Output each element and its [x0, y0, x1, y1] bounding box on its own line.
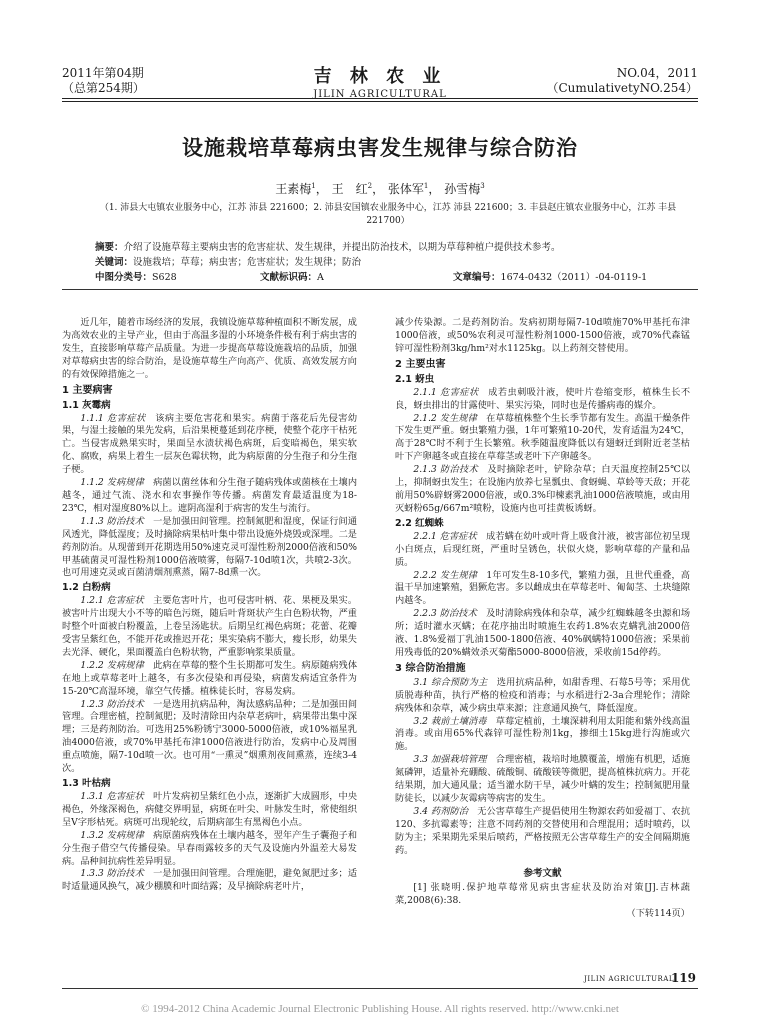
body-paragraph: [395, 570, 690, 609]
keywords-text: 设施栽培；草莓；病虫害；危害症状；发生规律；防治: [133, 257, 362, 268]
paragraph-text: 及时摘除老叶，铲除杂草；白天温度控制25℃以上，抑制蚜虫发生；在设施内放养七星瓢虫、食蚜蝇、草蛉等天敌；开花前用50%辟蚜雾2000倍液，或0.3%印楝素乳油1000倍液喷施，或由用灭蚜粉65g/667m²喷粉，设施内也可挂黄板诱蚜。: [395, 464, 691, 514]
footer-rule: [62, 988, 698, 989]
body-paragraph: [62, 791, 357, 830]
author-affil-mark: 1: [423, 182, 429, 190]
issue-total-cn: （总第254期）: [62, 81, 145, 95]
paragraph-heading: 3.1 综合预防为主: [413, 676, 488, 688]
body-paragraph: [395, 677, 690, 716]
issue-info-en: [546, 66, 698, 96]
paragraph-text: 一是加强田间管理。合理施肥，避免氮肥过多；适时适量通风换气，减少棚膜和叶面结露；及早摘除病老叶片，: [62, 868, 358, 893]
doc-code-value: A: [317, 272, 324, 283]
body-column-right: [395, 317, 690, 921]
issue-total-en: （CumulativetyNO.254）: [546, 81, 698, 95]
paragraph-text: 选用抗病品种，如甜香理、石莓5号等；采用优质脱毒种苗，执行严格的检疫和消毒；与水稻进行2-3a合理轮作；清除病残体和杂草，减少病虫草来源；注意通风换气，降低湿度。: [395, 676, 690, 714]
paragraph-heading: 1.2.2 发病规律: [80, 659, 144, 671]
paragraph-text: 1年可发生8-10多代，繁殖力强，且世代重叠，高温干旱加速繁殖，猖獗危害。多以雌成虫在草莓老叶、匍匐茎、土块缝隙内越冬。: [395, 569, 690, 607]
article-id-value: 1674-0432（2011）-04-0119-1: [500, 272, 648, 283]
paragraph-heading: 3.4 药剂防治: [413, 805, 468, 817]
author-affil-mark: 1: [311, 182, 316, 190]
body-paragraph: [395, 413, 690, 465]
paragraph-text: 草莓定植前，土壤深耕利用太阳能和紫外线高温消毒。或亩用65%代森锌可湿性粉剂1kg，掺细土15kg进行沟施或穴施。: [395, 715, 691, 753]
doc-code-label: 文献标识码：: [260, 272, 318, 283]
paragraph-text: 合理密植，栽培时地膜覆盖，增施有机肥，适施氮磷钾，适量补充硼酸、硫酸铜、硫酸镁等微肥，提高植株抗病力。开花结果期，加大通风量；适当灌水防干旱，减少叶螨的发生；控制氮肥用量防徒长，以减少灰霉病等病害的发生。: [395, 754, 691, 804]
author-name: 王 红: [331, 182, 368, 196]
body-paragraph: [62, 868, 357, 894]
body-paragraph: [395, 716, 690, 755]
paragraph-text: 成若虫刺吸汁液，使叶片卷缩变形，植株生长不良，蚜虫排出的甘露使叶、果实污染，同时也是传播病毒的媒介。: [395, 386, 691, 411]
paragraph-heading: 2.2.2 发生规律: [413, 569, 478, 581]
paragraph-text: 一是加强田间管理。控制氮肥和湿度，保证行间通风透光，降低湿度；及时摘除病果枯叶集中带出设施外烧毁或深埋。二是药剂防治。从现蕾到开花期选用50%速克灵可湿性粉剂2000倍液和50%甲基硫菌灵可湿性粉剂1000倍液喷雾，每隔7-10d喷1次，共喷2-3次。也可用速克灵或百菌清烟剂熏蒸，隔7-8d熏一次。: [62, 515, 358, 579]
subsection-heading: 1.3 叶枯病: [62, 778, 111, 789]
body-paragraph: [62, 477, 357, 516]
subsection-heading: 1.2 白粉病: [62, 582, 111, 594]
paragraph-text: 叶片发病初呈紫红色小点，逐渐扩大成圆形，中央褐色，外缘深褐色，病健交界明显，病斑在叶尖、叶脉发生时，常使组织呈V字形枯死。病斑可出现轮纹，后期病部生有黑褐色小点。: [62, 791, 358, 828]
paragraph-heading: 1.1.3 防治技术: [80, 515, 144, 527]
subsection-heading: 1.1 灰霉病: [62, 399, 111, 411]
paragraph-heading: 3.2 栽前土壤消毒: [413, 715, 487, 727]
paragraph-text: 此病在草莓的整个生长期都可发生。病原随病残体在地上或草莓老叶上越冬，有多次侵染和再侵染，病菌发病适宜条件为15-20℃高湿环境，靠空气传播。植株徒长时，容易发病。: [62, 659, 358, 697]
journal-name-cn: 吉 林 农 业: [313, 66, 447, 87]
section-heading: 2 主要虫害: [395, 358, 446, 370]
footer-journal-name: JILIN AGRICULTURAL: [584, 975, 674, 983]
body-paragraph: [395, 387, 690, 413]
subsection-heading: 2.1 蚜虫: [395, 373, 435, 385]
body-paragraph: [62, 660, 357, 699]
body-paragraph: [62, 516, 357, 581]
paragraph-heading: 2.2.1 危害症状: [413, 530, 477, 542]
paragraph-text: 病原菌病残体在土壤内越冬，翌年产生子囊孢子和分生孢子借空气传播侵染。早春雨露较多的天气及设施内外温差大易发病。品种间抗病性差异明显。: [62, 829, 358, 867]
issue-number-en: NO.04，2011: [616, 66, 698, 80]
paragraph-text: 及时清除病残体和杂草，减少红蜘蛛越冬虫源和场所；适时灌水灭螨；在花序抽出时喷施生农药1.8%农克螨乳油2000倍液、1.8%爱福丁乳油1500-1800倍液、40%砜螨特1000倍液；采果前用残毒低的20%螨效杀灭菊酯5000-8000倍液，采收前15d停药。: [395, 608, 691, 658]
body-paragraph: [62, 595, 357, 660]
body-paragraph: [395, 754, 690, 806]
body-paragraph: [62, 413, 357, 478]
keywords: [95, 256, 688, 269]
paragraph-heading: 2.1.1 危害症状: [413, 386, 479, 398]
intro-paragraph: 近几年，随着市场经济的发展，我镇设施草莓种植面积不断发展，成为高效农业的主导产业，但由于高温多湿的小环境条件极有利于病虫害的发生，直接影响草莓产品质量。为进一步提高草莓设施栽培的品质，加强对草莓病虫害的综合防治，是设施草莓生产向高产、优质、高效发展方向的有效保障措施之一。: [62, 317, 357, 380]
copyright-watermark: © 1994-2012 China Academic Journal Electronic Publishing House. All rights reserved. http://www.cnki.net: [141, 1003, 619, 1015]
clc-value: S628: [152, 272, 177, 283]
paragraph-heading: 2.1.2 发生规律: [413, 412, 477, 424]
body-paragraph: [395, 608, 690, 660]
paragraph-heading: 2.1.3 防治技术: [413, 464, 478, 476]
body-paragraph: [62, 699, 357, 776]
paragraph-heading: 1.3.2 发病规律: [80, 829, 144, 841]
author-affil-mark: 3: [480, 182, 485, 190]
paragraph-text: 在草莓植株整个生长季节都有发生。高温干燥条件下发生更严重。蚜虫繁殖力强，1年可繁殖10-20代，发育适温为24℃，高于28℃时不利于生长繁殖。秋季随温度降低以有翅蚜迁到附近老茎枯叶下产卵越冬或直接在草莓茎或老叶下产卵越冬。: [395, 412, 691, 463]
issue-number-cn: 2011年第04期: [62, 66, 144, 80]
paragraph-text: 该病主要危害花和果实。病菌于落花后先侵害幼果，与湿土接触的果先发病，后沿果梗蔓延到花序梗，使整个花序干枯死亡。当侵害成熟果实时，果面呈水渍状褐色病斑，后变暗褐色，果实软化、腐败，病果上着生一层灰色霉状物，此为病原菌的分生孢子和分生孢子梗。: [62, 412, 358, 476]
body-paragraph: [395, 531, 690, 570]
page-number: 119: [670, 971, 696, 985]
reference-item: [1] 张晓明.保护地草莓常见病虫害症状及防治对策[J].吉林蔬菜,2008(6):38.: [395, 882, 690, 907]
abstract-text: 介绍了设施草莓主要病虫害的危害症状、发生规律，并提出防治技术，以期为草莓种植户提供技术参考。: [123, 242, 561, 253]
article-title: 设施栽培草莓病虫害发生规律与综合防治: [182, 136, 578, 160]
author-name: 张体军: [387, 182, 424, 196]
keywords-label: 关键词：: [95, 257, 134, 268]
clc-number: [95, 271, 260, 284]
paragraph-text: 一是选用抗病品种，淘汰感病品种；二是加强田间管理。合理密植，控制氮肥；及时清除田内杂草老病叶，病果带出集中深埋；三是药剂防治。可选用25%粉锈宁3000-5000倍液，或10%福星乳油4000倍液，或70%甲基托布津1000倍液进行防治，发病中心及周围重点喷施，隔7-10d喷一次。也可用“一熏灵”烟熏剂夜间熏蒸，连续3-4次。: [62, 698, 358, 775]
paragraph-heading: 1.3.1 危害症状: [80, 791, 144, 802]
section-heading: 1 主要病害: [62, 384, 113, 396]
body-paragraph: [395, 464, 690, 516]
header-rule-thick: [62, 98, 698, 99]
author-name: 孙雪梅: [444, 182, 481, 196]
body-paragraph-continued: 减少传染源。二是药剂防治。发病初期每隔7-10d喷施70%甲基托布津1000倍液，或50%农利灵可湿性粉剂1000-1500倍液，或70%代森锰锌可湿性粉剂3kg/hm²对水1125kg。以上药剂交替使用。: [395, 317, 690, 354]
affiliations: （1. 沛县大屯镇农业服务中心，江苏 沛县 221600；2. 沛县安国镇农业服务中心，江苏 沛县 221600；3. 丰县赵庄镇农业服务中心，江苏 丰县 221700）: [99, 203, 677, 226]
paragraph-heading: 1.2.3 防治技术: [80, 698, 144, 710]
author-name: 王素梅: [275, 182, 312, 196]
abstract: [95, 241, 688, 254]
paragraph-text: 无公害草莓生产提倡使用生物源农药如爱福丁、农抗120、多抗霉素等；注意不同药剂的交替使用和合理混用；适时喷药，以防为主；采果期先采果后喷药，严格按照无公害草莓生产的安全间隔期施药。: [395, 805, 691, 856]
paragraph-heading: 1.1.2 发病规律: [80, 477, 144, 489]
references-heading: 参考文献: [523, 867, 562, 879]
paragraph-text: 病菌以菌丝体和分生孢子随病残体或菌核在土壤内越冬，通过气流、浇水和农事操作等传播。病菌发育最适温度为18-23℃，相对湿度80%以上。遮阴高湿利于病害的发生与流行。: [62, 477, 358, 514]
article-id: [450, 272, 647, 283]
header-rule-thin: [62, 101, 698, 102]
paragraph-heading: 3.3 加强栽培管理: [413, 754, 487, 766]
article-id-label: 文章编号：: [453, 272, 501, 283]
subsection-heading: 2.2 红蜘蛛: [395, 517, 444, 529]
section-heading: 3 综合防治措施: [395, 662, 466, 674]
paragraph-heading: 1.1.1 危害症状: [80, 412, 146, 424]
paragraph-heading: 1.2.1 危害症状: [80, 595, 144, 607]
classification-row: [95, 271, 688, 284]
abstract-label: 摘要：: [95, 242, 124, 253]
body-paragraph: [62, 830, 357, 869]
body-paragraph: [395, 806, 690, 858]
paragraph-heading: 2.2.3 防治技术: [413, 608, 477, 620]
paragraph-heading: 1.3.3 防治技术: [80, 868, 144, 880]
journal-name-en: JILIN AGRICULTURAL: [313, 89, 447, 100]
author-list: 王素梅$^1$， 王 红$^2$， 张体军$^1$， 孙雪梅$^3$: [275, 182, 485, 196]
body-column-left: [62, 317, 357, 894]
clc-label: 中图分类号：: [95, 272, 153, 283]
paragraph-text: 主要危害叶片，也可侵害叶柄、花、果梗及果实。被害叶片出现大小不等的暗色污斑，随后叶背斑状产生白色粉状物，严重时整个叶面被白粉覆盖，上卷呈汤匙状。后期呈红褐色病斑；花蕾、花瓣受害呈紫红色，不能开花或推迟开花；果实染病不膨大，瘦长形，幼果失去光泽、硬化，果面覆盖白色粉状物，严重影响浆果质量。: [62, 595, 358, 658]
document-code: [260, 271, 450, 284]
continued-note: （下转114页）: [626, 908, 690, 920]
paragraph-text: 成若螨在幼叶或叶背上吸食汁液，被害部位初呈现小白斑点，后现红斑，严重时呈锈色，状似火烧，影响草莓的产量和品质。: [395, 530, 691, 568]
abstract-rule: [62, 289, 698, 290]
author-affil-mark: 2: [367, 182, 373, 190]
